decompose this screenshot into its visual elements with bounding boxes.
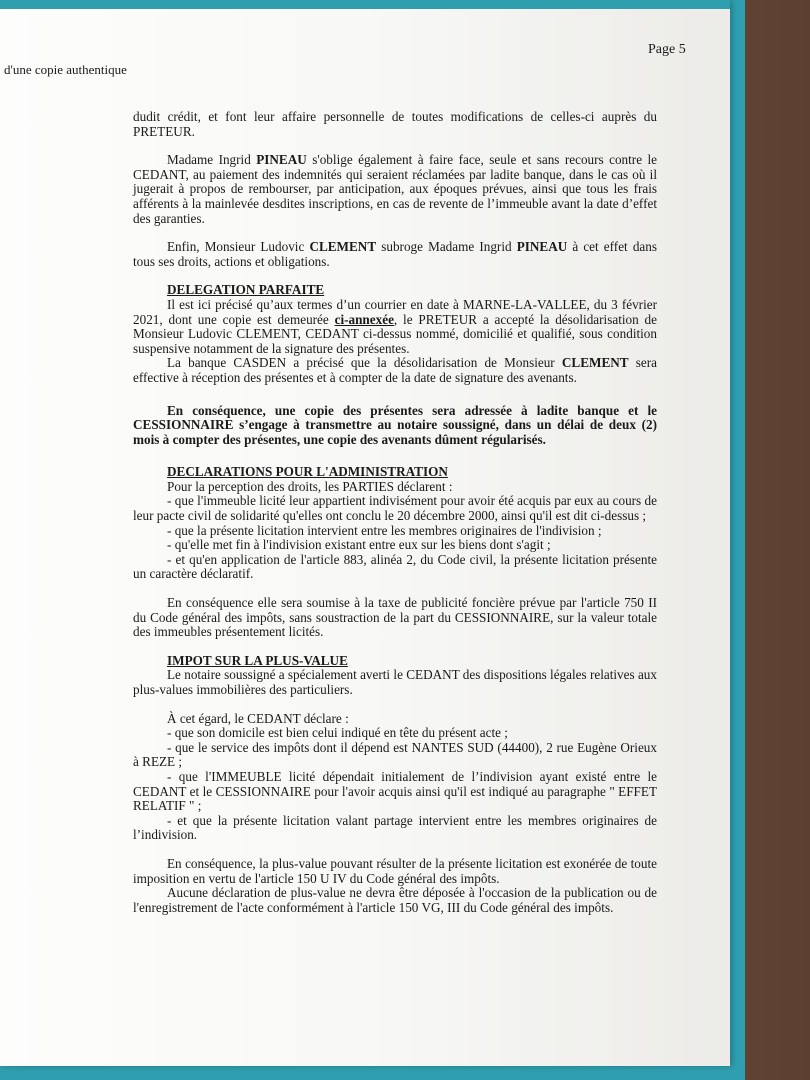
cedant-declaration-item: - que son domicile est bien celui indiqué en tête du présent acte ; (167, 725, 508, 741)
paragraph-delegation-2: La banque CASDEN a précisé que la désolidarisation de Monsieur CLEMENT sera effective à réception des présentes et à compter de la date de signature des avenants. (133, 355, 657, 385)
declarations-intro: Pour la perception des droits, les PARTIES déclarent : (167, 478, 453, 494)
cedant-declaration-item: - que le service des impôts dont il dépend est NANTES SUD (44400), 2 rue Eugène Orieux à REZE ; (133, 739, 657, 770)
impot-intro: Le notaire soussigné a spécialement averti le CEDANT des dispositions légales relatives aux plus-values immobilières des particuliers. (133, 667, 657, 697)
cedant-declaration-item: - que l'IMMEUBLE licité dépendait initialement de l’indivision ayant existé entre le CEDANT et le CESSIONNAIRE pour l'avoir acquis ainsi qu'il est indiqué au paragraphe " EFFET RELATIF " ; (133, 768, 657, 814)
page-number: Page 5 (648, 42, 686, 57)
declaration-item: - que la présente licitation intervient entre les membres originaires de l'indivision ; (167, 522, 602, 538)
document-body (133, 110, 657, 915)
paragraph-delegation-consequence: En conséquence, une copie des présentes sera adressée à ladite banque et le CESSIONNAIRE s’engage à transmettre au notaire soussigné, dans un délai de deux (2) mois à compter des présentes, une copie des avenants dûment régularisés. (133, 402, 657, 447)
declarations-conclusion: En conséquence elle sera soumise à la taxe de publicité foncière prévue par l'article 750 II du Code général des impôts, sans soustraction de la part du CESSIONNAIRE, sur la valeur totale des immeubles présentement licités. (133, 595, 657, 640)
declaration-item: - et qu'en application de l'article 883, alinéa 2, du Code civil, la présente licitation présente un caractère déclaratif. (133, 551, 657, 582)
cedant-declaration-intro: À cet égard, le CEDANT déclare : (167, 710, 349, 726)
declaration-item: - que l'immeuble licité leur appartient indivisément pour avoir été acquis par eux au cours de leur pacte civil de solidarité qu'elles ont conclu le 20 décembre 2000, ainsi qu'il est dit ci-dessus ; (133, 493, 657, 524)
paragraph-subrogation: Enfin, Monsieur Ludovic CLEMENT subroge Madame Ingrid PINEAU à cet effet dans tous ses droits, actions et obligations. (133, 239, 658, 269)
top-teal-strip (0, 0, 730, 9)
declaration-item: - qu'elle met fin à l'indivision existant entre eux sur les biens dont s'agit ; (167, 537, 551, 553)
paragraph-delegation-1: Il est ici précisé qu’aux termes d’un courrier en date à MARNE-LA-VALLEE, du 3 février 2021, dont une copie est demeurée ci-annexée, le PRETEUR a accepté la désolidarisation de Monsieur Ludovic CLEMENT, CEDANT ci-dessus nommé, domicilié et qualifié, sous condition suspensive notamment de la signature des présentes. (133, 296, 657, 356)
heading-impot: IMPOT SUR LA PLUS-VALUE (167, 652, 348, 668)
header-left-text: d'une copie authentique (4, 62, 127, 77)
paragraph-pineau-obligation: Madame Ingrid PINEAU s'oblige également à faire face, seule et sans recours contre le CEDANT, au paiement des indemnités qui seraient réclamées par ladite banque, dans le cas où il jugerait à propos de rembourser, par anticipation, aux époques prévues, ainsi que tous les frais afférents à la mainlevée desdites inscriptions, en cas de revente de l’immeuble avant la date d’effet des garanties. (133, 152, 657, 226)
paragraph-credit: dudit crédit, et font leur affaire personnelle de toutes modifications de celles-ci auprès du PRETEUR. (133, 109, 657, 139)
impot-conclusion-1: En conséquence, la plus-value pouvant résulter de la présente licitation est exonérée de toute imposition en vertu de l'article 150 U IV du Code général des impôts. (133, 855, 657, 886)
heading-declarations: DECLARATIONS POUR L'ADMINISTRATION (167, 464, 448, 480)
impot-conclusion-2: Aucune déclaration de plus-value ne devra être déposée à l'occasion de la publication ou de l'enregistrement de l'acte conformément à l'article 150 VG, III du Code général des impôts. (133, 885, 657, 915)
cedant-declaration-item: - et que la présente licitation valant partage intervient entre les membres originaires de l’indivision. (133, 812, 657, 843)
heading-delegation: DELEGATION PARFAITE (167, 282, 325, 298)
